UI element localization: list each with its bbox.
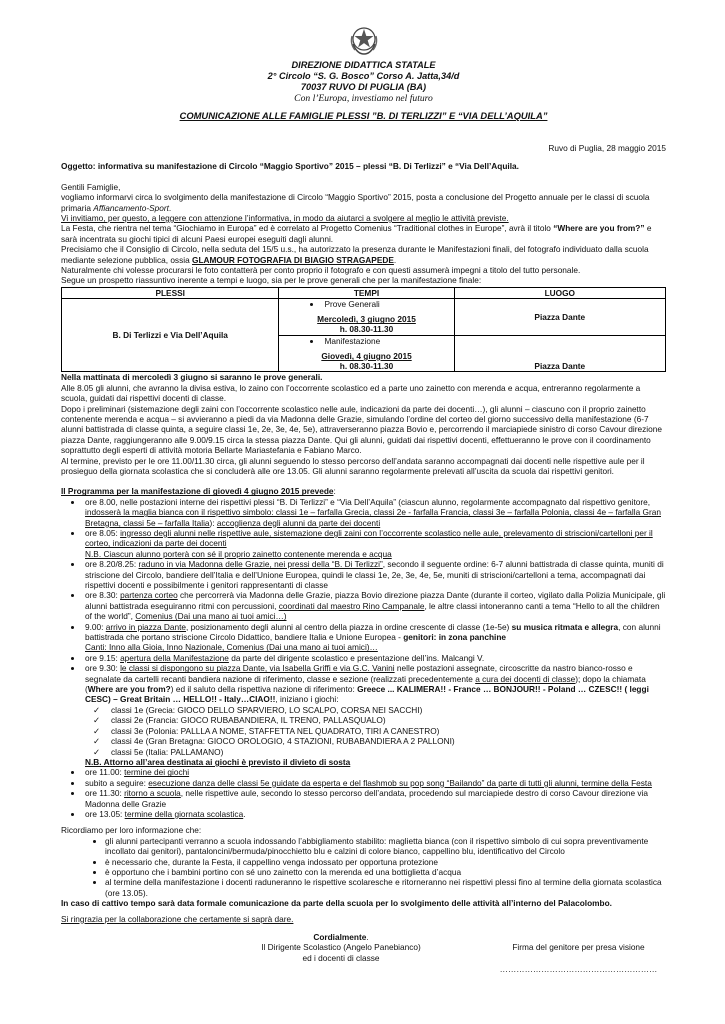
prove-title: Nella mattinata di mercoledì 3 giugno si saranno le prove generali. xyxy=(61,372,323,383)
list-item: • al termine della manifestazione i docenti raduneranno le rispettive scolaresche e ritorneranno nei rispettivi plessi fino al termine della giornata scolastica (ore 13.05). xyxy=(105,877,666,898)
communication-title: COMUNICAZIONE ALLE FAMIGLIE PLESSI ”B. DI TERLIZZI” E “VIA DELL’AQUILA” xyxy=(179,110,548,121)
luogo-cell: Piazza Dante xyxy=(454,335,665,372)
list-item: • ore 8.20/8.25: raduno in via Madonna delle Grazie, nei pressi della “B. Di Terlizzi”, secondo il seguente ordine: 6-7 alunni battistrada di classe quinta, muniti di striscione del Circolo, bandiere dell’Italia e dell’Unione Europea, quindi le classi 1e, 2e, 3e, 4e, 5e, muniti di striscioni/cartelloni a tema, accompagnati dai rispettivi docenti e possibilmente i genitori rappresentanti di classe xyxy=(83,559,666,590)
list-item: • gli alunni partecipanti verranno a scuola indossando l’abbigliamento stabilito: maglietta bianca (con il rispettivo simbolo di cui sopra preventivamente incollato dai genitori), pantaloncini/bermuda/pinocchietto blu e calzini di colore bianco, cappellino blu, identificativo del Circolo xyxy=(105,836,666,857)
school-address: 70037 RUVO DI PUGLIA (BA) xyxy=(300,82,427,92)
list-item: • ore 11.00: termine dei giochi xyxy=(83,767,666,777)
list-item: • ore 13.05: termine della giornata scolastica. xyxy=(83,809,666,819)
reminders-list xyxy=(61,836,666,898)
header-luogo: LUOGO xyxy=(454,287,665,298)
list-item: • è opportuno che i bambini portino con sé uno zainetto con la merenda ed una bottiglietta d’acqua xyxy=(105,867,666,877)
list-item: • subito a seguire: esecuzione danza delle classi 5e guidate da esperta e del flashmob su pop song “Bailando” da parte di tutti gli alunni, termine della Festa xyxy=(83,778,666,788)
list-item: • 9.00: arrivo in piazza Dante, posizionamento degli alunni al centro della piazza in ordine crescente di classe (1e-5e) su musica ritmata e allegra, con alunni battistrada che portano striscione Circolo Didattico, bandiere Italia e Unione Europea - genitori: in zona panchine Canti: Inno alla Gioia, Inno Nazionale, Comenius (Dai una mano ai tuoi amici)… xyxy=(83,622,666,653)
subject-line: Oggetto: informativa su manifestazione di Circolo “Maggio Sportivo” 2015 – plessi “B. Di Terlizzi” e “Via Dell’Aquila. xyxy=(61,161,519,172)
list-item: • ore 9.15: apertura della Manifestazione da parte del dirigente scolastico e presentazione dell’ins. Malcangi V. xyxy=(83,653,666,663)
prove-paragraph: Al termine, previsto per le ore 11.00/11.30 circa, gli alunni seguendo lo stesso percorso dell’andata saranno accompagnati dai docenti nelle rispettive aule per il prosieguo della giornata scolastica che si concluderà alle ore 13.05. Gli alunni saranno regolarmente prelevati all’uscita da scuola dai rispettivi genitori. xyxy=(61,455,645,476)
list-item: • è necessario che, durante la Festa, il cappellino venga indossato per opportuna protezione xyxy=(105,857,666,867)
list-item: • ore 8.30: partenza corteo che percorrerà via Madonna delle Grazie, piazza Bovio direzione piazza Dante (durante il corteo, vigilato dalla Polizia Municipale, gli alunni battistrada eseguiranno ritmi con percussioni, coordinati dal maestro Rino Campanale, le altre classi intoneranno canti a tema “Hello to all the children of the world”, Comenius (Dai una mano ai tuoi amici…) xyxy=(83,590,666,621)
tempi-cell xyxy=(279,335,454,372)
event-time: h. 08.30-11.30 xyxy=(339,361,394,372)
republic-emblem-icon xyxy=(349,24,379,56)
programma-title: Il Programma per la manifestazione di giovedì 4 giugno 2015 prevede: xyxy=(61,486,336,497)
invitation-paragraph: Vi invitiamo, per questo, a leggere con attenzione l’informativa, in modo da aiutarci a svolgere al meglio le attività previste. xyxy=(61,213,509,224)
intro-paragraph: vogliamo informarvi circa lo svolgimento della manifestazione di Circolo “Maggio Sportivo” 2015, posta a conclusione del Progetto annuale per le classi di scuola primaria Affiancamento-Sport. xyxy=(61,192,650,213)
principal-signature: Il Dirigente Scolastico (Angelo Panebianco) xyxy=(261,942,421,953)
closing: Cordialmente. xyxy=(313,932,369,943)
programma-list xyxy=(61,497,666,820)
reminders-title: Ricordiamo per loro informazione che: xyxy=(61,825,202,836)
parent-signature-label: Firma del genitore per presa visione xyxy=(512,942,645,953)
table-row xyxy=(62,299,666,336)
prove-paragraph: Dopo i preliminari (sistemazione degli zaini con l’occorrente scolastico nelle aule, indicazioni da parte dei docenti…), gli alunni – ciascuno con il proprio zainetto contenente merenda e acqua – si avvieranno a piedi da via Madonna delle Grazie, simulando l’ordine del corteo del giorno successivo della manifestazione (6-7 alunni battistrada di classe quinta, a seguire classi 1e, 2e, 3e, 4e, 5e), attraverseranno piazza Bovio e, percorrendo il marciapiede sinistro di corso Cavour direzione piazza Dante, raggiungeranno alle 9.00/9.15 circa la stessa piazza Dante. Qui gli alunni, guidati dai rispettivi docenti, effettueranno le prove con il coordinamento soprattutto degli esperti di attività motoria Bellarte Mariastefania e Fabiano Marco. xyxy=(61,403,662,456)
luogo-cell: Piazza Dante xyxy=(454,299,665,336)
event-time: h. 08.30-11.30 xyxy=(339,324,394,335)
header-plessi: PLESSI xyxy=(62,287,279,298)
school-circle: 2° Circolo “S. G. Bosco” Corso A. Jatta,34/d xyxy=(267,71,460,81)
list-item: ✓ classi 2e (Francia: GIOCO RUBABANDIERA, IL TRENO, PALLASQUALO) xyxy=(109,715,666,725)
list-item: • ore 8.00, nelle postazioni interne dei rispettivi plessi “B. Di Terlizzi” e “Via Dell’Aquila” (ciascun alunno, regolarmente accompagnato dal rispettivo genitore, indosserà la maglia bianca con il rispettivo simbolo: classi 1e – farfalla Grecia, classi 2e - farfalla Francia, classi 3e – farfalla Polonia, classi 4e – farfalla Gran Bretagna, classi 5e – farfalla Italia): accoglienza degli alunni da parte dei docenti xyxy=(83,497,666,528)
teachers-signature: ed i docenti di classe xyxy=(302,952,380,963)
list-item: ✓ classi 3e (Polonia: PALLLA A NOME, STAFFETTA NEL QUADRATO, TIRI A CANESTRO) xyxy=(109,726,666,736)
school-motto: Con l’Europa, investiamo nel futuro xyxy=(294,93,433,104)
photographer-paragraph: Precisiamo che il Consiglio di Circolo, nella seduta del 15/5 u.s., ha autorizzato la presenza durante le Manifestazioni finali, del fotografo individuato dalla scuola mediante selezione pubblica, ossia GLAMOUR FOTOGRAFIA DI BIAGIO STRAGAPEDE. xyxy=(61,244,649,265)
schedule-intro: Segue un prospetto riassuntivo inerente a tempi e luogo, sia per le prove generali che per la manifestazione finale: xyxy=(61,275,482,286)
thanks-line: Si ringrazia per la collaborazione che certamente si saprà dare. xyxy=(61,913,294,924)
list-item: • ore 8.05: ingresso degli alunni nelle rispettive aule, sistemazione degli zaini con l’occorrente scolastico nelle aule, prelevamento di striscioni/cartelloni per il corteo, indicazioni da parte dei docenti N.B. Ciascun alunno porterà con sé il proprio zainetto contenente merenda e acqua xyxy=(83,528,666,559)
greeting: Gentili Famiglie, xyxy=(61,181,121,192)
table-header-row xyxy=(62,287,666,298)
list-item: ✓ classi 5e (Italia: PALLAMANO) xyxy=(109,747,666,757)
event-date: Giovedì, 4 giugno 2015 xyxy=(321,350,412,361)
header-tempi: TEMPI xyxy=(279,287,454,298)
schedule-table xyxy=(61,287,666,372)
list-item: • ore 9.30: le classi si dispongono su piazza Dante, via Isabella Griffi e via G.C. Vanini nelle postazioni assegnate, circoscritte da nastro bianco-rosso e segnalate da cartelli recanti bandiera nazione di riferimento, classe e sezione (realizzati precedentemente a cura dei docenti di classe); dopo la chiamata (Where are you from?) ed il saluto della rispettiva nazione di riferimento: Greece ... KALIMERA!! - France … BONJOUR!! - Poland … CZESC!! ( leggi CESC) – Great Britain … HELLO!! - Italy…CIAO!!, iniziano i giochi: ✓ classi 1e (Grecia: GIOCO DELLO SPARVIERO, LO SCALPO, CORSA NEI SACCHI) ✓ classi 2e (Francia: GIOCO RUBABANDIERA, IL TRENO, PALLASQUALO) ✓ classi 3e (Polonia: PALLLA A NOME, STAFFETTA NEL QUADRATO, TIRI A CANESTRO) ✓ classi 4e (Gran Bretagna: GIOCO OROLOGIO, 4 STAZIONI, RUBABANDIERA A 2 PALLONI) ✓ classi 5e (Italia: PALLAMANO) N.B. Attorno all’area destinata ai giochi è previsto il divieto di sosta xyxy=(83,663,666,767)
parent-signature-line: ………………………………………………… xyxy=(499,964,658,975)
list-item: • ore 11.30: ritorno a scuola, nelle rispettive aule, secondo lo stesso percorso dell’andata, procedendo sul marciapiede destro di corso Cavour direzione via Madonna delle Grazie xyxy=(83,788,666,809)
event-date: Mercoledì, 3 giugno 2015 xyxy=(317,314,416,325)
prove-paragraph: Alle 8.05 gli alunni, che avranno la divisa estiva, lo zaino con l’occorrente scolastico ed a parte uno zainetto con merenda e acqua, entreranno regolarmente a scuola, guidati dai rispettivi docenti di classe. xyxy=(61,382,641,404)
list-item: ✓ classi 4e (Gran Bretagna: GIOCO OROLOGIO, 4 STAZIONI, RUBABANDIERA A 2 PALLONI) xyxy=(109,736,666,746)
tempi-cell xyxy=(279,299,454,336)
plessi-cell: B. Di Terlizzi e Via Dell’Aquila xyxy=(62,299,279,372)
no-parking-note: N.B. Attorno all’area destinata ai giochi è previsto il divieto di sosta xyxy=(85,756,351,767)
games-list xyxy=(85,705,666,757)
event-name: • Prove Generali xyxy=(322,299,450,309)
bad-weather-note: In caso di cattivo tempo sarà data formale comunicazione da parte della scuola per lo svolgimento delle attività all’interno del Palacolombo. xyxy=(61,898,612,909)
list-item: ✓ classi 1e (Grecia: GIOCO DELLO SPARVIERO, LO SCALPO, CORSA NEI SACCHI) xyxy=(109,705,666,715)
photos-paragraph: Naturalmente chi volesse procurarsi le foto contatterà per conto proprio il fotografo e con questi assumerà impegni a titolo del tutto personale. xyxy=(61,265,581,276)
signature-block xyxy=(61,932,666,975)
school-name: DIREZIONE DIDATTICA STATALE xyxy=(291,60,436,70)
document-date: Ruvo di Puglia, 28 maggio 2015 xyxy=(548,143,666,153)
theme-paragraph: La Festa, che rientra nel tema “Giochiamo in Europa” ed è correlato al Progetto Comenius “Traditional clothes in Europe”, avrà il titolo “Where are you from?” e sarà incentrata su giochi tipici di alcuni Paesi europei eseguiti dagli alunni. xyxy=(61,223,652,244)
event-name: • Manifestazione xyxy=(322,336,450,346)
